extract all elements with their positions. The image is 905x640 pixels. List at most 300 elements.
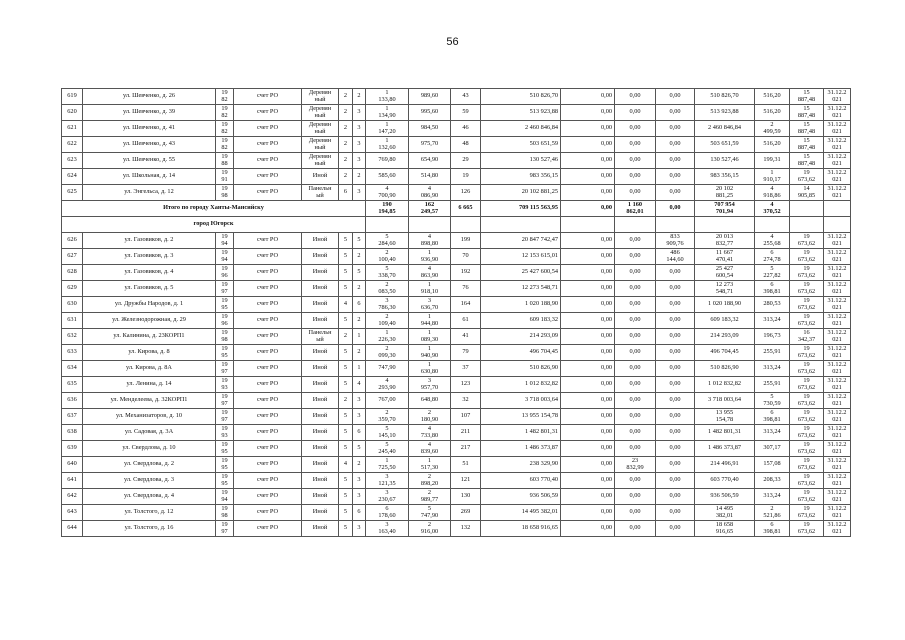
cell-area-living: 1 630,80 [409, 361, 451, 377]
cell-cost-owners: 214 293,09 [695, 329, 755, 345]
cell-cost-total: 503 651,59 [481, 137, 561, 153]
cell-address: ул. Менделеева, д. 32КОРП1 [83, 393, 216, 409]
cell-max-unit-cost: 16 342,37 [790, 329, 824, 345]
cell-entrances: 2 [353, 457, 366, 473]
table-row [62, 457, 851, 473]
cell-area-living: 4 733,80 [409, 425, 451, 441]
table-row [62, 441, 851, 457]
cell-address: ул. Газовиков, д. 5 [83, 281, 216, 297]
table-row [62, 281, 851, 297]
cell-wall-material: Иной [302, 441, 339, 457]
cell-account-type: счет РО [234, 505, 302, 521]
cell-cost-fund: 0,00 [561, 345, 615, 361]
cell-wall-material: Иной [302, 393, 339, 409]
cell-floors: 2 [339, 89, 353, 105]
cell-cost-total: 510 826,70 [481, 89, 561, 105]
table-row [62, 249, 851, 265]
cell-residents: 123 [451, 377, 481, 393]
cell-wall-material: Иной [302, 505, 339, 521]
cell-residents: 199 [451, 233, 481, 249]
cell-cost-fund: 0,00 [561, 153, 615, 169]
cell-residents: 32 [451, 393, 481, 409]
cell-residents: 48 [451, 137, 481, 153]
cell-floors: 2 [339, 105, 353, 121]
cell-build-year: 19 95 [216, 441, 234, 457]
cell-cost-fund: 0,00 [561, 457, 615, 473]
cell-floors: 6 [339, 185, 353, 201]
cell-deadline: 31.12.2 021 [824, 265, 851, 281]
cell-build-year: 19 95 [216, 345, 234, 361]
cell-cost-budget: 0,00 [615, 153, 656, 169]
cell-build-year: 19 91 [216, 169, 234, 185]
table-row [62, 329, 851, 345]
cell-row-number: 626 [62, 233, 83, 249]
cell-account-type: счет РО [234, 281, 302, 297]
cell-max-unit-cost: 19 673,62 [790, 377, 824, 393]
cell-area-living: 1 089,30 [409, 329, 451, 345]
cell-area-total: 5 338,70 [366, 265, 409, 281]
cell-entrances: 3 [353, 521, 366, 537]
cell-address: ул. Железнодорожная, д. 29 [83, 313, 216, 329]
cell-address: ул. Шевченко, д. 39 [83, 105, 216, 121]
cell-unit-cost: 313,24 [755, 425, 790, 441]
cell-row-number: 641 [62, 473, 83, 489]
cell-cost-owners: 936 506,59 [695, 489, 755, 505]
cell-entrances: 3 [353, 153, 366, 169]
cell-cost-fund: 0,00 [561, 89, 615, 105]
cell-cost-budget: 0,00 [615, 297, 656, 313]
cell-entrances: 5 [353, 441, 366, 457]
cell-build-year: 19 94 [216, 489, 234, 505]
cell-area-living: 989,60 [409, 89, 451, 105]
cell-cost-local: 0,00 [656, 329, 695, 345]
cell-entrances: 3 [353, 393, 366, 409]
cell-floors: 5 [339, 489, 353, 505]
cell-floors: 5 [339, 425, 353, 441]
cell-cost-local: 0,00 [656, 297, 695, 313]
cell-address: ул. Толстого, д. 16 [83, 521, 216, 537]
cell-area-living: 995,60 [409, 105, 451, 121]
cell-cost-owners: 3 718 003,64 [695, 393, 755, 409]
cell-cost-owners: 510 826,90 [695, 361, 755, 377]
cell-wall-material: Иной [302, 361, 339, 377]
cell-cost-total: 20 102 881,25 [481, 185, 561, 201]
table-row [62, 185, 851, 201]
cell-unit-cost: 6 398,81 [755, 409, 790, 425]
cell-build-year: 19 97 [216, 281, 234, 297]
cell-build-year: 19 98 [216, 185, 234, 201]
cell-cost-total: 2 460 846,84 [481, 121, 561, 137]
cell-unit-cost: 4 918,86 [755, 185, 790, 201]
cell-build-year: 19 94 [216, 233, 234, 249]
cell-unit-cost: 280,53 [755, 297, 790, 313]
cell-deadline: 31.12.2 021 [824, 105, 851, 121]
cell-unit-cost: 2 521,86 [755, 505, 790, 521]
cell-area-living: 648,80 [409, 393, 451, 409]
cell-cost-local: 0,00 [656, 105, 695, 121]
cell-cost-fund: 0,00 [561, 377, 615, 393]
cell-deadline: 31.12.2 021 [824, 457, 851, 473]
cell-cost-owners: 25 427 600,54 [695, 265, 755, 281]
cell-area-living: 654,90 [409, 153, 451, 169]
cell-cost-budget: 0,00 [615, 233, 656, 249]
cell-account-type: счет РО [234, 329, 302, 345]
page-number: 56 [446, 36, 459, 48]
cell-cost-fund: 0,00 [561, 185, 615, 201]
cell-residents: 107 [451, 409, 481, 425]
table-row [62, 425, 851, 441]
cell-deadline: 31.12.2 021 [824, 521, 851, 537]
cell-area-living: 1 940,90 [409, 345, 451, 361]
cell-wall-material: Иной [302, 249, 339, 265]
cell-max-unit-cost: 19 673,62 [790, 249, 824, 265]
cell-unit-cost: 255,91 [755, 345, 790, 361]
table-row [62, 121, 851, 137]
cell-cost-local: 0,00 [656, 89, 695, 105]
cell-cost-total: 238 329,90 [481, 457, 561, 473]
cell-cost-budget: 0,00 [615, 521, 656, 537]
cell-residents: 164 [451, 297, 481, 313]
cell-cost-budget: 0,00 [615, 345, 656, 361]
cell-row-number: 632 [62, 329, 83, 345]
cell-cost-budget: 0,00 [615, 505, 656, 521]
table-row [62, 345, 851, 361]
cell-deadline: 31.12.2 021 [824, 505, 851, 521]
cell-area-living: 4 898,80 [409, 233, 451, 249]
cell-area-total: 767,00 [366, 393, 409, 409]
cell-floors: 4 [339, 457, 353, 473]
table-row [62, 297, 851, 313]
cell-cost-owners: 14 495 382,01 [695, 505, 755, 521]
cell-address: ул. Школьная, д. 14 [83, 169, 216, 185]
cell-unit-cost: 516,20 [755, 89, 790, 105]
table-row [62, 137, 851, 153]
cell-cost-total: 1 012 832,82 [481, 377, 561, 393]
cell-entrances: 2 [353, 169, 366, 185]
cell-row-number: 633 [62, 345, 83, 361]
cell-build-year: 19 95 [216, 473, 234, 489]
cell-unit-cost: 4 255,68 [755, 233, 790, 249]
cell-cost-total: 130 527,46 [481, 153, 561, 169]
cell-area-total: 5 145,10 [366, 425, 409, 441]
cell-wall-material: Иной [302, 521, 339, 537]
cell-account-type: счет РО [234, 169, 302, 185]
cell-wall-material: Иной [302, 457, 339, 473]
cell-address: ул. Энгельса, д. 12 [83, 185, 216, 201]
cell-cost-budget: 0,00 [615, 89, 656, 105]
city-header-row [62, 217, 851, 233]
cell-cost-budget: 0,00 [615, 169, 656, 185]
cell-max-unit-cost: 19 673,62 [790, 281, 824, 297]
cell-cost-total: 20 847 742,47 [481, 233, 561, 249]
cell-entrances: 2 [353, 281, 366, 297]
cell-unit-cost: 208,33 [755, 473, 790, 489]
cell-account-type: счет РО [234, 121, 302, 137]
cell-cost-owners: 1 486 373,87 [695, 441, 755, 457]
cell-deadline: 31.12.2 021 [824, 489, 851, 505]
cell-account-type: счет РО [234, 153, 302, 169]
cell-max-unit-cost: 19 673,62 [790, 361, 824, 377]
cell-unit-cost: 313,24 [755, 489, 790, 505]
cell-address: ул. Кирова, д. 8А [83, 361, 216, 377]
city-name: город Югорск [62, 217, 366, 233]
cell-row-number: 620 [62, 105, 83, 121]
cell-entrances: 5 [353, 265, 366, 281]
cell-cost-total: 496 704,45 [481, 345, 561, 361]
cell-row-number: 637 [62, 409, 83, 425]
cell-cost-owners: 11 667 470,41 [695, 249, 755, 265]
cell-address: ул. Свердлова, д. 3 [83, 473, 216, 489]
cell-deadline: 31.12.2 021 [824, 409, 851, 425]
total-residents: 6 665 [451, 201, 481, 217]
cell-area-total: 747,90 [366, 361, 409, 377]
cell-cost-total: 18 658 916,65 [481, 521, 561, 537]
cell-entrances: 2 [353, 313, 366, 329]
cell-cost-fund: 0,00 [561, 121, 615, 137]
cell-area-total: 2 099,30 [366, 345, 409, 361]
cell-residents: 70 [451, 249, 481, 265]
cell-cost-owners: 1 020 188,90 [695, 297, 755, 313]
cell-account-type: счет РО [234, 185, 302, 201]
cell-residents: 130 [451, 489, 481, 505]
cell-cost-owners: 13 955 154,78 [695, 409, 755, 425]
cell-cost-local: 0,00 [656, 409, 695, 425]
cell-cost-budget: 0,00 [615, 441, 656, 457]
cell-area-living: 3 636,70 [409, 297, 451, 313]
cell-unit-cost: 6 398,81 [755, 281, 790, 297]
cell-cost-total: 1 020 188,90 [481, 297, 561, 313]
cell-cost-owners: 130 527,46 [695, 153, 755, 169]
cell-unit-cost: 6 398,81 [755, 521, 790, 537]
cell-cost-budget: 0,00 [615, 105, 656, 121]
cell-cost-fund: 0,00 [561, 281, 615, 297]
cell-row-number: 635 [62, 377, 83, 393]
cell-account-type: счет РО [234, 489, 302, 505]
cell-cost-fund: 0,00 [561, 265, 615, 281]
cell-entrances: 3 [353, 185, 366, 201]
cell-max-unit-cost: 19 673,62 [790, 345, 824, 361]
cell-cost-total: 1 482 801,31 [481, 425, 561, 441]
cell-cost-local: 833 909,76 [656, 233, 695, 249]
cell-entrances: 3 [353, 105, 366, 121]
cell-build-year: 19 82 [216, 89, 234, 105]
cell-deadline: 31.12.2 021 [824, 185, 851, 201]
cell-residents: 37 [451, 361, 481, 377]
cell-cost-local: 0,00 [656, 361, 695, 377]
cell-unit-cost: 5 227,82 [755, 265, 790, 281]
cell-entrances: 6 [353, 505, 366, 521]
cell-max-unit-cost: 15 887,48 [790, 153, 824, 169]
cell-build-year: 19 97 [216, 409, 234, 425]
cell-cost-owners: 1 482 801,31 [695, 425, 755, 441]
cell-area-total: 585,60 [366, 169, 409, 185]
cell-deadline: 31.12.2 021 [824, 425, 851, 441]
cell-residents: 79 [451, 345, 481, 361]
cell-address: ул. Толстого, д. 12 [83, 505, 216, 521]
cell-cost-total: 12 273 548,71 [481, 281, 561, 297]
cell-floors: 2 [339, 169, 353, 185]
cell-area-living: 975,70 [409, 137, 451, 153]
cell-area-living: 1 936,90 [409, 249, 451, 265]
table-row [62, 393, 851, 409]
cell-cost-total: 609 183,32 [481, 313, 561, 329]
cell-deadline: 31.12.2 021 [824, 329, 851, 345]
cell-row-number: 631 [62, 313, 83, 329]
cell-cost-budget: 0,00 [615, 409, 656, 425]
cell-max-unit-cost: 15 887,48 [790, 137, 824, 153]
cell-cost-local: 486 144,60 [656, 249, 695, 265]
city-total-row [62, 201, 851, 217]
cell-area-total: 3 121,35 [366, 473, 409, 489]
cell-cost-local: 0,00 [656, 265, 695, 281]
cell-cost-local: 0,00 [656, 425, 695, 441]
cell-cost-fund: 0,00 [561, 473, 615, 489]
cell-max-unit-cost: 19 673,62 [790, 457, 824, 473]
cell-area-living: 4 839,60 [409, 441, 451, 457]
cell-max-unit-cost: 15 887,48 [790, 89, 824, 105]
cell-cost-fund: 0,00 [561, 313, 615, 329]
cell-wall-material: Иной [302, 489, 339, 505]
table-row [62, 489, 851, 505]
cell-account-type: счет РО [234, 233, 302, 249]
cell-row-number: 630 [62, 297, 83, 313]
cell-account-type: счет РО [234, 361, 302, 377]
cell-max-unit-cost: 19 673,62 [790, 489, 824, 505]
cell-floors: 2 [339, 153, 353, 169]
cell-entrances: 3 [353, 489, 366, 505]
cell-cost-budget: 0,00 [615, 121, 656, 137]
cell-build-year: 19 95 [216, 297, 234, 313]
cell-cost-owners: 12 273 548,71 [695, 281, 755, 297]
cell-floors: 2 [339, 393, 353, 409]
total-budget: 1 160 862,01 [615, 201, 656, 217]
cell-area-living: 2 180,90 [409, 409, 451, 425]
table-row [62, 89, 851, 105]
cell-row-number: 625 [62, 185, 83, 201]
cell-max-unit-cost: 19 673,62 [790, 265, 824, 281]
cell-cost-fund: 0,00 [561, 105, 615, 121]
cell-cost-fund: 0,00 [561, 329, 615, 345]
cell-unit-cost: 313,24 [755, 313, 790, 329]
table-row [62, 169, 851, 185]
cell-address: ул. Кирова, д. 8 [83, 345, 216, 361]
cell-max-unit-cost: 14 905,85 [790, 185, 824, 201]
cell-cost-total: 3 718 003,64 [481, 393, 561, 409]
cell-deadline: 31.12.2 021 [824, 441, 851, 457]
cell-area-living: 2 898,20 [409, 473, 451, 489]
cell-entrances: 5 [353, 233, 366, 249]
cell-unit-cost: 1 910,17 [755, 169, 790, 185]
cell-account-type: счет РО [234, 137, 302, 153]
cell-area-total: 1 725,50 [366, 457, 409, 473]
cell-cost-local: 0,00 [656, 393, 695, 409]
cell-area-total: 1 132,60 [366, 137, 409, 153]
cell-floors: 5 [339, 233, 353, 249]
cell-cost-local: 0,00 [656, 441, 695, 457]
cell-cost-budget: 0,00 [615, 265, 656, 281]
cell-residents: 19 [451, 169, 481, 185]
cell-area-total: 2 083,50 [366, 281, 409, 297]
cell-area-total: 4 700,90 [366, 185, 409, 201]
cell-account-type: счет РО [234, 249, 302, 265]
cell-cost-fund: 0,00 [561, 425, 615, 441]
cell-cost-fund: 0,00 [561, 521, 615, 537]
cell-address: ул. Газовиков, д. 4 [83, 265, 216, 281]
cell-cost-fund: 0,00 [561, 361, 615, 377]
cell-address: ул. Механизаторов, д. 10 [83, 409, 216, 425]
cell-cost-local: 0,00 [656, 505, 695, 521]
cell-cost-budget: 0,00 [615, 361, 656, 377]
cell-max-unit-cost: 15 887,48 [790, 121, 824, 137]
cell-wall-material: Иной [302, 265, 339, 281]
cell-deadline: 31.12.2 021 [824, 361, 851, 377]
cell-build-year: 19 88 [216, 153, 234, 169]
cell-entrances: 3 [353, 121, 366, 137]
cell-unit-cost: 516,20 [755, 137, 790, 153]
cell-unit-cost: 157,08 [755, 457, 790, 473]
cell-account-type: счет РО [234, 265, 302, 281]
cell-area-total: 769,80 [366, 153, 409, 169]
cell-floors: 5 [339, 409, 353, 425]
cell-row-number: 634 [62, 361, 83, 377]
cell-wall-material: Иной [302, 425, 339, 441]
cell-account-type: счет РО [234, 89, 302, 105]
cell-cost-total: 603 770,40 [481, 473, 561, 489]
cell-floors: 5 [339, 249, 353, 265]
cell-build-year: 19 98 [216, 329, 234, 345]
cell-area-total: 2 359,70 [366, 409, 409, 425]
cell-row-number: 643 [62, 505, 83, 521]
cell-entrances: 4 [353, 377, 366, 393]
cell-build-year: 19 97 [216, 393, 234, 409]
cell-deadline: 31.12.2 021 [824, 169, 851, 185]
cell-cost-fund: 0,00 [561, 409, 615, 425]
cell-wall-material: Иной [302, 409, 339, 425]
cell-deadline: 31.12.2 021 [824, 473, 851, 489]
cell-account-type: счет РО [234, 441, 302, 457]
cell-account-type: счет РО [234, 457, 302, 473]
cell-address: ул. Газовиков, д. 3 [83, 249, 216, 265]
cell-cost-budget: 0,00 [615, 313, 656, 329]
cell-area-living: 4 863,90 [409, 265, 451, 281]
cell-row-number: 628 [62, 265, 83, 281]
cell-unit-cost: 6 274,78 [755, 249, 790, 265]
cell-cost-fund: 0,00 [561, 441, 615, 457]
cell-cost-total: 983 356,15 [481, 169, 561, 185]
cell-deadline: 31.12.2 021 [824, 345, 851, 361]
cell-account-type: счет РО [234, 297, 302, 313]
cell-cost-owners: 603 770,40 [695, 473, 755, 489]
cell-residents: 269 [451, 505, 481, 521]
cell-entrances: 2 [353, 345, 366, 361]
cell-build-year: 19 93 [216, 425, 234, 441]
cell-build-year: 19 93 [216, 377, 234, 393]
cell-cost-local: 0,00 [656, 169, 695, 185]
cell-cost-fund: 0,00 [561, 505, 615, 521]
cell-floors: 4 [339, 297, 353, 313]
cell-cost-total: 1 486 373,87 [481, 441, 561, 457]
total-area-total: 190 194,85 [366, 201, 409, 217]
cell-unit-cost: 255,91 [755, 377, 790, 393]
cell-max-unit-cost: 19 673,62 [790, 425, 824, 441]
cell-max-unit-cost: 19 673,62 [790, 441, 824, 457]
cell-account-type: счет РО [234, 313, 302, 329]
cell-floors: 5 [339, 313, 353, 329]
cell-cost-owners: 1 012 832,82 [695, 377, 755, 393]
cell-account-type: счет РО [234, 345, 302, 361]
cell-row-number: 644 [62, 521, 83, 537]
cell-cost-owners: 513 923,88 [695, 105, 755, 121]
